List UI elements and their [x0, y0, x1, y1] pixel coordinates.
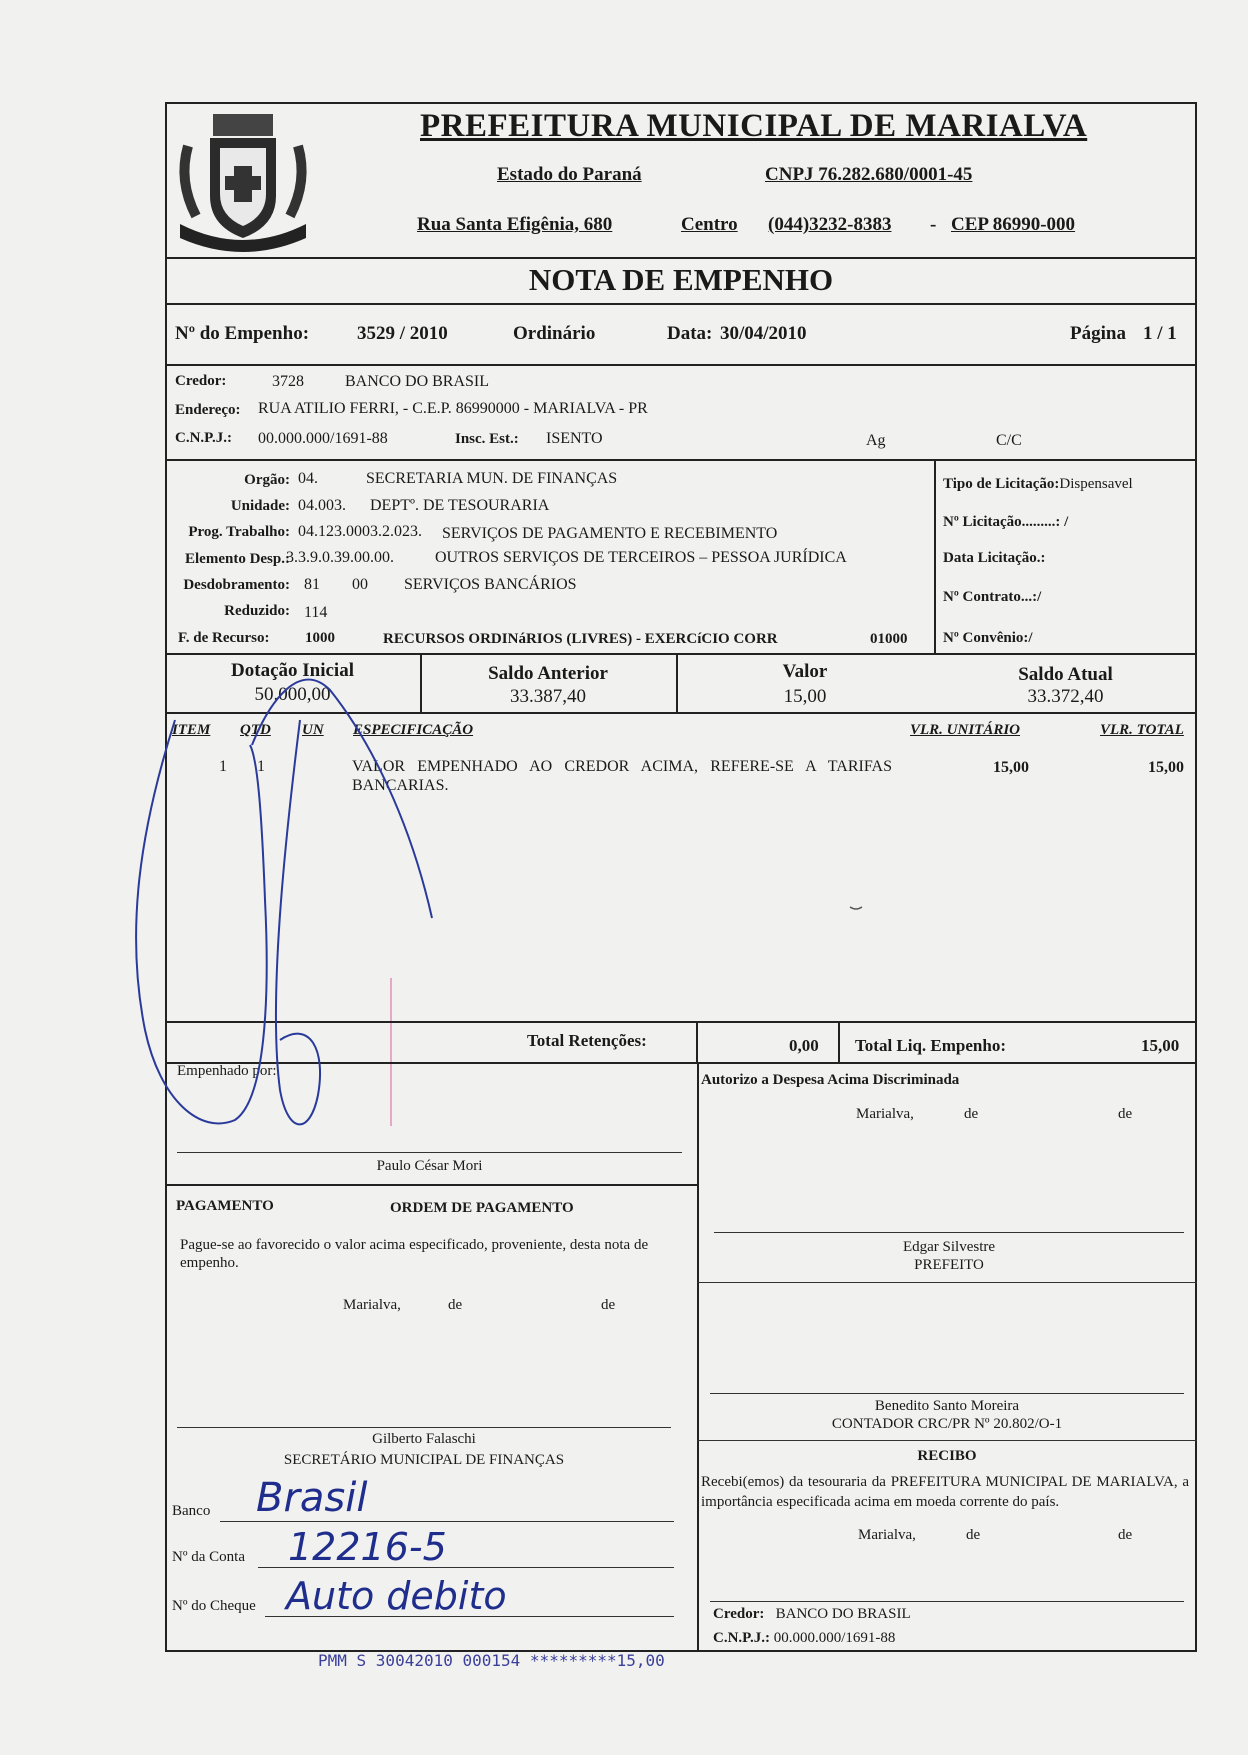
phone-label: (044)3232-8383 — [768, 214, 892, 235]
recurso-label: F. de Recurso: — [178, 630, 270, 646]
cheque-label: Nº do Cheque — [172, 1598, 256, 1614]
recibo-cnpj: C.N.P.J.: 00.000.000/1691-88 — [713, 1630, 896, 1646]
recurso-code: 1000 — [305, 630, 335, 646]
credor-address: RUA ATILIO FERRI, - C.E.P. 86990000 - MARIALVA - PR — [258, 400, 648, 417]
saldo-atual-value: 33.372,40 — [1027, 686, 1104, 707]
pagamento-city: Marialva, — [343, 1297, 401, 1313]
contador-title: CONTADOR CRC/PR Nº 20.802/O-1 — [831, 1416, 1063, 1432]
prog-code: 04.123.0003.2.023. — [298, 523, 422, 540]
row-total-value: 15,00 — [1148, 759, 1184, 776]
vlr-total-header: VLR. TOTAL — [1100, 722, 1184, 738]
saldo-anterior-label: Saldo Anterior — [488, 663, 608, 684]
dotacao-value: 50.000,00 — [254, 684, 331, 705]
data-licitacao: Data Licitação.: — [943, 550, 1046, 566]
item-header: ITEM — [172, 722, 211, 738]
secretario-title: SECRETÁRIO MUNICIPAL DE FINANÇAS — [283, 1452, 565, 1468]
endereco-label: Endereço: — [175, 402, 241, 418]
orgao-label: Orgão: — [244, 472, 290, 488]
pagamento-text: Pague-se ao favorecido o valor acima especificado, proveniente, desta nota de empenho. — [180, 1237, 649, 1271]
recibo-de2: de — [1118, 1527, 1133, 1543]
municipality-cnpj: CNPJ 76.282.680/0001-45 — [765, 164, 973, 185]
cep-label: CEP 86990-000 — [951, 214, 1076, 235]
unidade-code: 04.003. — [298, 497, 346, 514]
recibo-title: RECIBO — [917, 1448, 977, 1464]
valor-label: Valor — [782, 661, 828, 682]
prog-name: SERVIÇOS DE PAGAMENTO E RECEBIMENTO — [442, 525, 778, 542]
empenho-number: 3529 / 2010 — [357, 323, 448, 344]
autorizo-label: Autorizo a Despesa Acima Discriminada — [701, 1072, 960, 1088]
row-especificacao: VALOR EMPENHADO AO CREDOR ACIMA, REFERE-SE A TARIFAS BANCARIAS. — [352, 758, 892, 794]
valor-value: 15,00 — [783, 686, 827, 707]
recibo-text: Recebi(emos) da tesouraria da PREFEITURA MUNICIPAL DE MARIALVA, a importância especificada acima em moeda corrente do país. — [701, 1474, 1189, 1510]
secretario-name: Gilberto Falaschi — [372, 1431, 476, 1447]
especificacao-header: ESPECIFICAÇÃO — [353, 722, 474, 738]
document-title: NOTA DE EMPENHO — [528, 262, 834, 297]
autorizo-city: Marialva, — [856, 1106, 914, 1122]
empenho-type: Ordinário — [513, 323, 596, 344]
credor-cnpj: 00.000.000/1691-88 — [258, 430, 388, 447]
recibo-credor: Credor: BANCO DO BRASIL — [713, 1606, 911, 1622]
municipality-title: PREFEITURA MUNICIPAL DE MARIALVA — [420, 108, 1088, 144]
unidade-name: DEPTº. DE TESOURARIA — [370, 497, 550, 514]
desdobramento-code2: 00 — [352, 576, 368, 593]
date-label: Data: — [667, 323, 713, 344]
tipo-licitacao: Tipo de Licitação:Dispensavel — [943, 476, 1133, 492]
desdobramento-label: Desdobramento: — [183, 577, 290, 593]
recurso-number: 01000 — [870, 631, 908, 647]
autorizo-de1: de — [964, 1106, 979, 1122]
conta-label: Nº da Conta — [172, 1549, 245, 1565]
credor-code: 3728 — [272, 373, 304, 390]
insc-label: Insc. Est.: — [455, 431, 519, 447]
dotacao-label: Dotação Inicial — [231, 660, 354, 681]
empenho-number-label: Nº do Empenho: — [175, 323, 310, 344]
desdobramento-code1: 81 — [304, 576, 320, 593]
liquido-value: 15,00 — [1141, 1036, 1180, 1055]
recibo-de1: de — [966, 1527, 981, 1543]
numero-contrato: Nº Contrato...:/ — [943, 589, 1042, 605]
row-qtd: 1 — [257, 758, 265, 775]
numero-licitacao: Nº Licitação.........: / — [943, 514, 1069, 530]
prefeito-name: Edgar Silvestre — [902, 1239, 996, 1255]
banco-handwritten: Brasil — [256, 1475, 368, 1521]
retencoes-value: 0,00 — [789, 1036, 819, 1055]
autorizo-de2: de — [1118, 1106, 1133, 1122]
pagamento-label: PAGAMENTO — [176, 1198, 274, 1214]
retencoes-label: Total Retenções: — [527, 1031, 647, 1050]
pagamento-de1: de — [448, 1297, 463, 1313]
conta-handwritten: 12216-5 — [288, 1525, 447, 1569]
page-label: Página — [1070, 323, 1126, 344]
vlr-unitario-header: VLR. UNITÁRIO — [910, 722, 1021, 738]
empenho-date: 30/04/2010 — [720, 323, 807, 344]
empenhado-name: Paulo César Mori — [376, 1158, 483, 1174]
margin-mark — [390, 978, 392, 1126]
row-item: 1 — [219, 758, 227, 775]
account-label: C/C — [996, 432, 1022, 449]
prog-label: Prog. Trabalho: — [188, 524, 290, 540]
credor-name: BANCO DO BRASIL — [345, 373, 490, 390]
row-unit-value: 15,00 — [993, 759, 1029, 776]
ordem-pagamento-label: ORDEM DE PAGAMENTO — [390, 1200, 574, 1216]
orgao-name: SECRETARIA MUN. DE FINANÇAS — [366, 470, 618, 487]
empenhado-label: Empenhado por: — [177, 1063, 277, 1079]
coat-of-arms-logo — [168, 106, 318, 256]
header-dash: - — [930, 214, 937, 235]
elemento-code: 3.3.9.0.39.00.00. — [286, 549, 394, 566]
reduzido-value: 114 — [304, 604, 328, 621]
qtd-header: QTD — [240, 722, 271, 738]
saldo-atual-label: Saldo Atual — [1018, 664, 1113, 685]
orgao-code: 04. — [298, 470, 318, 487]
elemento-label: Elemento Desp.: — [185, 551, 290, 567]
desdobramento-name: SERVIÇOS BANCÁRIOS — [404, 576, 577, 593]
credor-label: Credor: — [175, 373, 227, 389]
page-number: 1 / 1 — [1143, 323, 1177, 344]
liquido-label: Total Liq. Empenho: — [855, 1036, 1006, 1055]
numero-convenio: Nº Convênio:/ — [943, 630, 1033, 646]
agency-label: Ag — [866, 432, 886, 449]
recibo-city: Marialva, — [858, 1527, 916, 1543]
pagamento-de2: de — [601, 1297, 616, 1313]
banco-label: Banco — [172, 1503, 211, 1519]
elemento-name: OUTROS SERVIÇOS DE TERCEIROS – PESSOA JURÍDICA — [435, 549, 847, 566]
saldo-anterior-value: 33.387,40 — [510, 686, 586, 707]
cnpj-label: C.N.P.J.: — [175, 430, 232, 446]
processing-stamp: PMM S 30042010 000154 *********15,00 — [318, 1651, 665, 1670]
recurso-name: RECURSOS ORDINáRIOS (LIVRES) - EXERCíCIO CORR — [383, 631, 778, 647]
prefeito-title: PREFEITO — [914, 1257, 984, 1273]
un-header: UN — [302, 722, 324, 738]
address-label: Rua Santa Efigênia, 680 — [417, 214, 613, 235]
reduzido-label: Reduzido: — [224, 603, 290, 619]
cheque-handwritten: Auto debito — [286, 1574, 507, 1618]
contador-name: Benedito Santo Moreira — [874, 1398, 1020, 1414]
insc-value: ISENTO — [546, 430, 603, 447]
district-label: Centro — [681, 214, 738, 235]
state-label: Estado do Paraná — [497, 164, 642, 185]
unidade-label: Unidade: — [230, 498, 290, 514]
